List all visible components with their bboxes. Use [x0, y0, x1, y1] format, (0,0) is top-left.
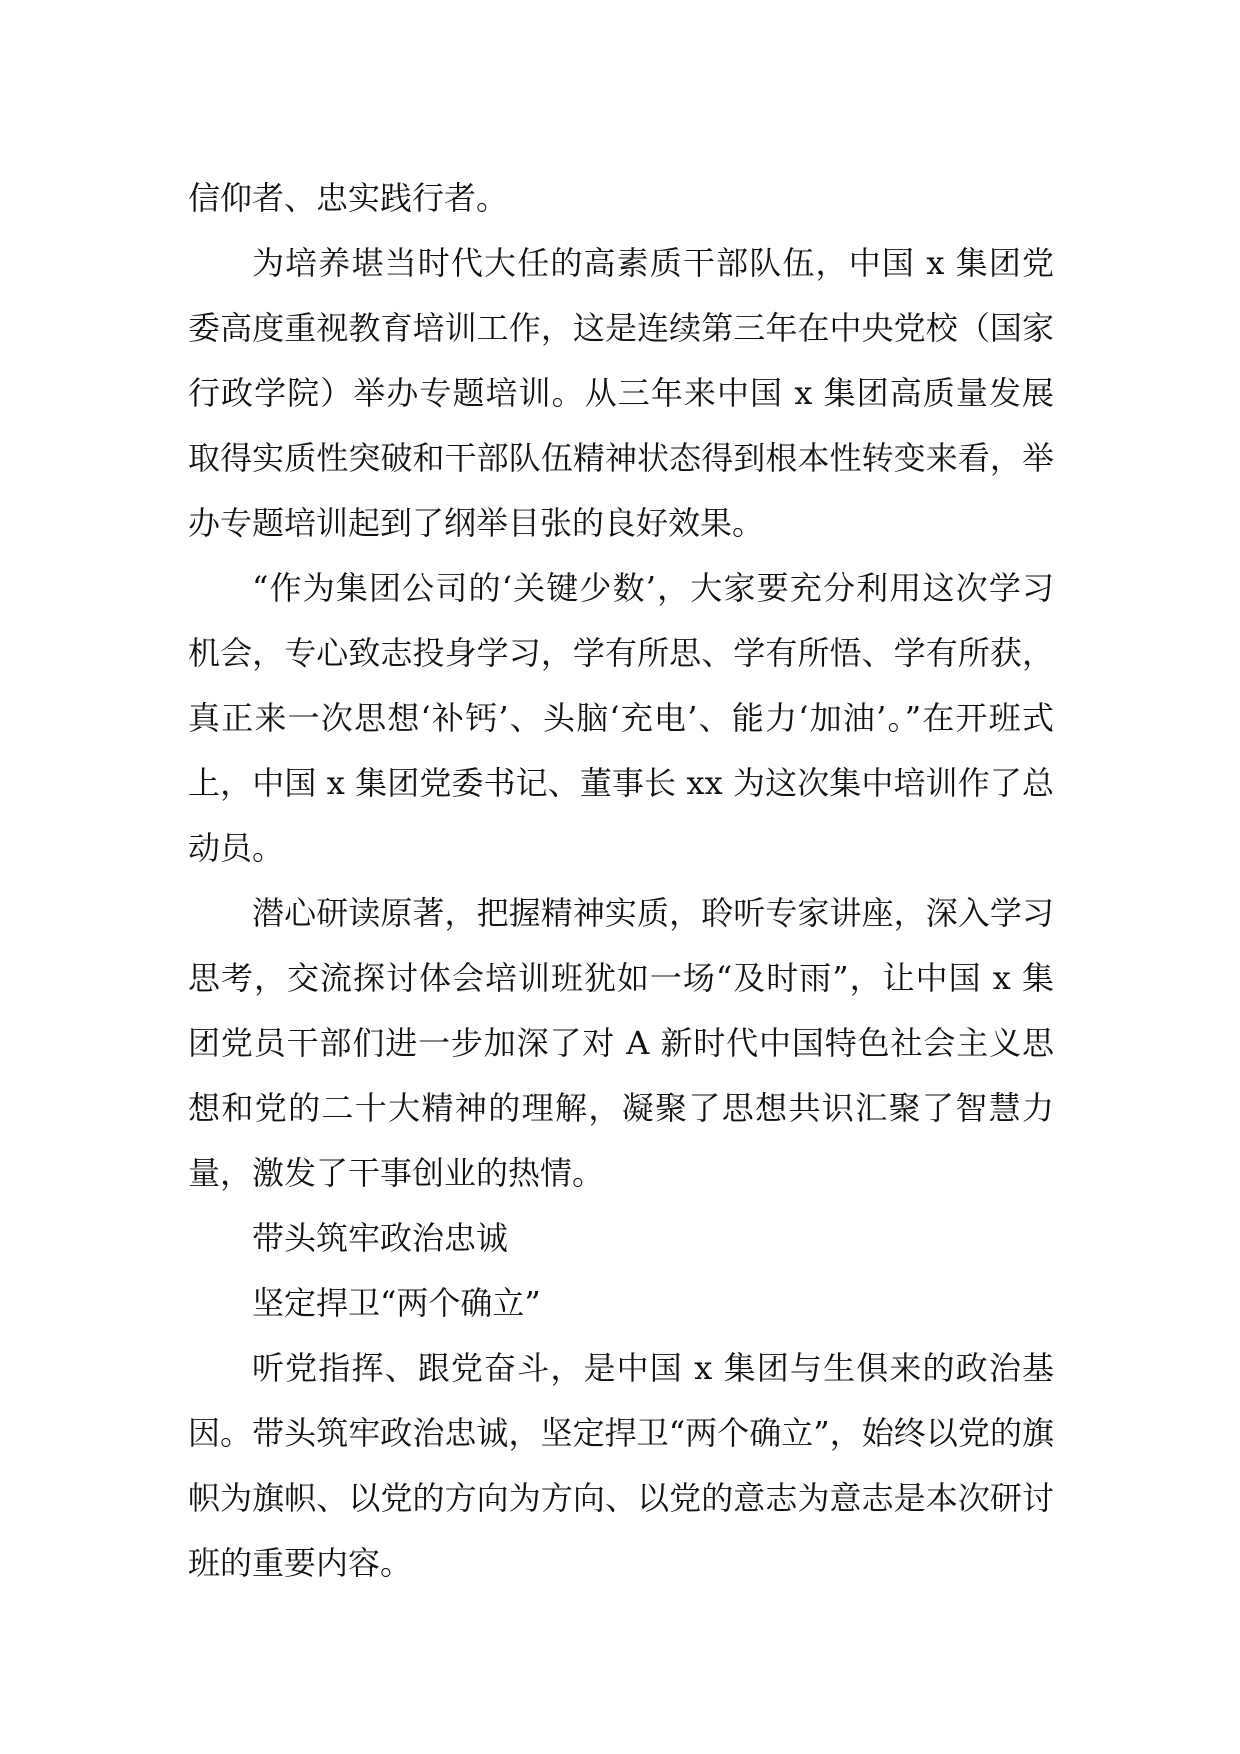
section-heading-line-1: 带头筑牢政治忠诚 [252, 1219, 509, 1257]
paragraph-political-loyalty: 听党指挥、跟党奋斗，是中国 x 集团与生俱来的政治基因。带头筑牢政治忠诚，坚定捍卫“两个确立”，始终以党的旗帜为旗帜、以党的方向为方向、以党的意志为意志是本次研讨班的重要内容。 [188, 1349, 1054, 1582]
document-body [188, 166, 1054, 1596]
paragraph-study-outcome: 潜心研读原著，把握精神实质，聆听专家讲座，深入学习思考，交流探讨体会培训班犹如一场“及时雨”，让中国 x 集团党员干部们进一步加深了对 A 新时代中国特色社会主义思想和党的二十大精神的理解，凝聚了思想共识汇聚了智慧力量，激发了干事创业的热情。 [188, 894, 1054, 1192]
section-heading-line-2: 坚定捍卫“两个确立” [252, 1284, 541, 1322]
paragraph-training-background: 为培养堪当时代大任的高素质干部队伍，中国 x 集团党委高度重视教育培训工作，这是连续第三年在中央党校（国家行政学院）举办专题培训。从三年来中国 x 集团高质量发展取得实质性突破和干部队伍精神状态得到根本性转变来看，举办专题培训起到了纲举目张的良好效果。 [188, 244, 1054, 542]
paragraph-opening-speech: “作为集团公司的‘关键少数’，大家要充分利用这次学习机会，专心致志投身学习，学有所思、学有所悟、学有所获，真正来一次思想‘补钙’、头脑‘充电’、能力‘加油’。”在开班式上，中国 x 集团党委书记、董事长 xx 为这次集中培训作了总动员。 [188, 569, 1054, 867]
paragraph-continuation: 信仰者、忠实践行者。 [188, 179, 509, 217]
